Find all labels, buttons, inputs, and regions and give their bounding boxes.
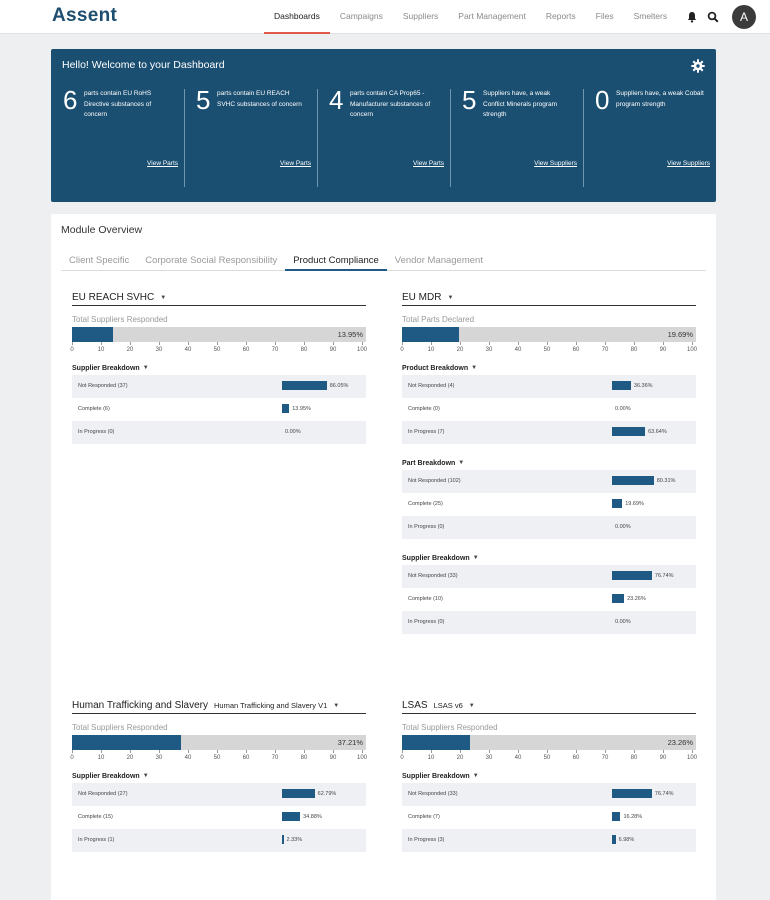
stat-divider bbox=[184, 89, 185, 187]
axis-tick-label: 30 bbox=[155, 347, 163, 353]
breakdown-bar bbox=[612, 381, 631, 390]
chevron-down-icon: ▼ bbox=[142, 365, 149, 371]
section-spacer bbox=[402, 444, 696, 452]
axis-tick-label: 50 bbox=[543, 755, 551, 761]
breakdown-title: Product Breakdown bbox=[402, 364, 469, 372]
panel-title-dropdown[interactable] bbox=[402, 698, 696, 714]
axis-tick bbox=[246, 342, 247, 345]
axis-tick-label: 40 bbox=[514, 755, 522, 761]
breakdown-percent: 80.31% bbox=[656, 478, 676, 484]
axis-tick bbox=[217, 750, 218, 753]
breakdown-label: In Progress (0) bbox=[408, 524, 445, 530]
axis-tick bbox=[576, 342, 577, 345]
panel-version: Human Trafficking and Slavery V1 bbox=[214, 701, 328, 710]
breakdown-label: Not Responded (33) bbox=[408, 573, 458, 579]
breakdown-label: Complete (15) bbox=[78, 814, 113, 820]
total-progress-bar bbox=[402, 327, 696, 342]
breakdown-percent: 23.26% bbox=[627, 596, 646, 602]
panel-lsas bbox=[402, 698, 696, 852]
nav-item-files[interactable]: Files bbox=[595, 11, 614, 21]
breakdown-row bbox=[402, 421, 696, 444]
axis-tick bbox=[547, 750, 548, 753]
total-label: Total Suppliers Responded bbox=[402, 723, 498, 732]
breakdown-percent: 6.98% bbox=[618, 837, 635, 843]
breakdown-bar bbox=[282, 404, 289, 413]
axis-tick bbox=[431, 342, 432, 345]
breakdown-label: Complete (0) bbox=[408, 406, 440, 412]
axis-tick bbox=[304, 342, 305, 345]
chevron-down-icon: ▼ bbox=[447, 294, 454, 301]
stat-view-link[interactable]: View Suppliers bbox=[534, 160, 577, 167]
breakdown-row bbox=[402, 470, 696, 493]
breakdown-row bbox=[72, 398, 366, 421]
axis-tick-label: 100 bbox=[356, 347, 368, 353]
axis-tick-label: 60 bbox=[242, 755, 250, 761]
panel-title: EU REACH SVHC bbox=[72, 292, 155, 303]
total-label: Total Suppliers Responded bbox=[72, 723, 168, 732]
total-progress-bar bbox=[72, 327, 366, 342]
stat-view-link[interactable]: View Parts bbox=[280, 160, 311, 167]
breakdown-row bbox=[402, 565, 696, 588]
stat-view-link[interactable]: View Suppliers bbox=[667, 160, 710, 167]
panel-title-dropdown[interactable] bbox=[402, 290, 696, 306]
axis-tick bbox=[460, 342, 461, 345]
stat-view-link[interactable]: View Parts bbox=[413, 160, 444, 167]
breakdown-label: Complete (25) bbox=[408, 501, 443, 507]
breakdown-percent: 62.79% bbox=[317, 791, 337, 797]
breakdown-percent: 36.36% bbox=[633, 383, 653, 389]
breakdown-percent: 63.64% bbox=[648, 429, 667, 435]
breakdown-label: In Progress (0) bbox=[78, 429, 115, 435]
nav-item-suppliers[interactable]: Suppliers bbox=[402, 11, 439, 21]
breakdown-row bbox=[402, 783, 696, 806]
chevron-down-icon: ▼ bbox=[142, 773, 149, 779]
breakdown-row bbox=[402, 829, 696, 852]
stat-number: 4 bbox=[329, 85, 344, 115]
stat-divider bbox=[317, 89, 318, 187]
breakdown-bar bbox=[612, 789, 652, 798]
breakdown-bar bbox=[612, 499, 622, 508]
axis-tick-label: 50 bbox=[213, 755, 221, 761]
axis-tick bbox=[130, 750, 131, 753]
breakdown-label: In Progress (0) bbox=[408, 619, 445, 625]
breakdown-label: In Progress (3) bbox=[408, 837, 445, 843]
breakdown-percent: 76.74% bbox=[654, 573, 674, 579]
breakdown-label: Complete (6) bbox=[78, 406, 110, 412]
panel-title: Human Trafficking and Slavery bbox=[72, 700, 208, 711]
breakdown-row bbox=[72, 375, 366, 398]
axis-tick bbox=[275, 750, 276, 753]
panel-version: LSAS v6 bbox=[433, 701, 463, 710]
breakdown-percent: 0.00% bbox=[615, 524, 631, 530]
assent-logo[interactable]: Assent bbox=[52, 5, 118, 26]
chevron-down-icon: ▼ bbox=[471, 365, 478, 371]
axis-tick-label: 0 bbox=[400, 755, 404, 761]
chevron-down-icon: ▼ bbox=[472, 773, 479, 779]
axis-tick bbox=[333, 750, 334, 753]
breakdown-percent: 0.00% bbox=[285, 429, 301, 435]
breakdown-dropdown[interactable] bbox=[402, 456, 696, 470]
axis-tick-label: 0 bbox=[400, 347, 404, 353]
axis-tick-label: 80 bbox=[300, 347, 308, 353]
breakdown-label: In Progress (1) bbox=[78, 837, 115, 843]
breakdown-bar bbox=[282, 812, 300, 821]
axis-tick-label: 90 bbox=[659, 755, 667, 761]
axis-tick bbox=[489, 750, 490, 753]
stat-description: parts contain EU REACH SVHC substances of concern bbox=[217, 90, 302, 108]
axis-tick bbox=[605, 342, 606, 345]
panel-title-dropdown[interactable] bbox=[72, 698, 366, 714]
breakdown-bar bbox=[612, 571, 652, 580]
axis-tick-label: 100 bbox=[686, 755, 698, 761]
breakdown-label: Not Responded (27) bbox=[78, 791, 128, 797]
total-percent: 13.95% bbox=[337, 330, 363, 339]
breakdown-dropdown[interactable] bbox=[402, 551, 696, 565]
axis-tick bbox=[634, 342, 635, 345]
banner-title: Hello! Welcome to your Dashboard bbox=[62, 59, 225, 71]
banner-stat bbox=[583, 86, 716, 186]
breakdown-row bbox=[72, 783, 366, 806]
axis-tick bbox=[692, 750, 693, 753]
nav-item-part-management[interactable]: Part Management bbox=[458, 11, 526, 21]
breakdown-percent: 86.05% bbox=[329, 383, 349, 389]
axis-tick-label: 30 bbox=[485, 347, 493, 353]
axis-tick bbox=[362, 750, 363, 753]
breakdown-percent: 19.69% bbox=[625, 501, 644, 507]
axis-tick bbox=[159, 750, 160, 753]
breakdown-bar bbox=[282, 789, 315, 798]
total-percent: 23.26% bbox=[667, 738, 693, 747]
module-overview-title: Module Overview bbox=[61, 224, 143, 236]
breakdown-title: Supplier Breakdown bbox=[72, 772, 140, 780]
axis-tick-label: 10 bbox=[427, 347, 435, 353]
axis-tick bbox=[275, 342, 276, 345]
panel-title-dropdown[interactable] bbox=[72, 290, 366, 306]
axis-tick-label: 70 bbox=[271, 347, 279, 353]
percent-axis bbox=[402, 750, 696, 765]
breakdown-row bbox=[402, 516, 696, 539]
axis-tick bbox=[576, 750, 577, 753]
total-label: Total Suppliers Responded bbox=[72, 315, 168, 324]
breakdown-title: Part Breakdown bbox=[402, 459, 456, 467]
axis-tick bbox=[489, 342, 490, 345]
bell-icon[interactable] bbox=[686, 10, 698, 28]
nav-item-campaigns[interactable]: Campaigns bbox=[339, 11, 383, 21]
user-avatar[interactable]: A bbox=[732, 5, 756, 29]
axis-tick-label: 100 bbox=[356, 755, 368, 761]
breakdown-bar bbox=[282, 835, 284, 844]
axis-tick bbox=[692, 342, 693, 345]
axis-tick-label: 0 bbox=[70, 755, 74, 761]
total-progress-fill bbox=[402, 735, 470, 750]
stat-description: parts contain CA Prop65 - Manufacturer substances of concern bbox=[350, 90, 431, 118]
module-tabs bbox=[61, 252, 706, 271]
stat-number: 5 bbox=[196, 85, 211, 115]
breakdown-percent: 0.00% bbox=[615, 406, 631, 412]
banner-stat bbox=[51, 86, 184, 186]
total-progress-bar bbox=[402, 735, 696, 750]
stat-number: 0 bbox=[595, 85, 610, 115]
panel-title: EU MDR bbox=[402, 292, 442, 303]
axis-tick-label: 20 bbox=[456, 347, 464, 353]
axis-tick-label: 90 bbox=[329, 755, 337, 761]
axis-tick-label: 60 bbox=[572, 347, 580, 353]
stat-view-link[interactable]: View Parts bbox=[147, 160, 178, 167]
panel-human-trafficking-and-slavery bbox=[72, 698, 366, 852]
breakdown-row bbox=[72, 806, 366, 829]
stat-description: parts contain EU RoHS Directive substances of concern bbox=[84, 90, 152, 118]
banner-stat bbox=[450, 86, 583, 186]
axis-tick bbox=[518, 342, 519, 345]
total-progress-fill bbox=[72, 327, 113, 342]
chevron-down-icon: ▼ bbox=[160, 294, 167, 301]
nav-item-smelters[interactable]: Smelters bbox=[633, 11, 668, 21]
chevron-down-icon: ▼ bbox=[333, 702, 340, 709]
breakdown-row bbox=[402, 375, 696, 398]
axis-tick-label: 40 bbox=[514, 347, 522, 353]
axis-tick bbox=[188, 342, 189, 345]
axis-tick-label: 30 bbox=[485, 755, 493, 761]
axis-tick-label: 50 bbox=[213, 347, 221, 353]
breakdown-bar bbox=[612, 427, 645, 436]
axis-tick-label: 90 bbox=[659, 347, 667, 353]
breakdown-row bbox=[72, 421, 366, 444]
axis-tick-label: 40 bbox=[184, 347, 192, 353]
breakdown-bar bbox=[282, 381, 327, 390]
breakdown-label: Not Responded (4) bbox=[408, 383, 455, 389]
axis-tick-label: 20 bbox=[126, 347, 134, 353]
tab-vendor-management[interactable]: Vendor Management bbox=[394, 255, 483, 266]
nav-item-dashboards[interactable]: Dashboards bbox=[264, 0, 330, 34]
breakdown-title: Supplier Breakdown bbox=[402, 772, 470, 780]
axis-tick-label: 80 bbox=[630, 755, 638, 761]
breakdown-label: Complete (7) bbox=[408, 814, 440, 820]
percent-axis bbox=[72, 342, 366, 357]
axis-tick-label: 90 bbox=[329, 347, 337, 353]
axis-tick-label: 20 bbox=[456, 755, 464, 761]
axis-tick-label: 10 bbox=[427, 755, 435, 761]
stat-number: 5 bbox=[462, 85, 477, 115]
breakdown-title: Supplier Breakdown bbox=[402, 554, 470, 562]
welcome-banner bbox=[51, 49, 716, 202]
nav-icons bbox=[686, 10, 719, 28]
breakdown-label: In Progress (7) bbox=[408, 429, 445, 435]
axis-tick bbox=[72, 750, 73, 753]
axis-tick-label: 70 bbox=[601, 755, 609, 761]
axis-tick bbox=[663, 750, 664, 753]
breakdown-percent: 16.28% bbox=[623, 814, 643, 820]
axis-tick bbox=[362, 342, 363, 345]
breakdown-percent: 13.95% bbox=[292, 406, 311, 412]
tab-corporate-social-responsibility[interactable]: Corporate Social Responsibility bbox=[145, 255, 278, 266]
breakdown-percent: 2.33% bbox=[286, 837, 303, 843]
axis-tick-label: 0 bbox=[70, 347, 74, 353]
axis-tick bbox=[101, 342, 102, 345]
axis-tick-label: 60 bbox=[572, 755, 580, 761]
top-nav bbox=[0, 0, 770, 34]
breakdown-label: Complete (10) bbox=[408, 596, 443, 602]
percent-axis bbox=[72, 750, 366, 765]
breakdown-row bbox=[402, 493, 696, 516]
axis-tick-label: 70 bbox=[601, 347, 609, 353]
breakdown-dropdown[interactable] bbox=[72, 769, 366, 783]
breakdown-bar bbox=[612, 835, 616, 844]
axis-tick bbox=[634, 750, 635, 753]
stat-divider bbox=[450, 89, 451, 187]
breakdown-dropdown[interactable] bbox=[402, 769, 696, 783]
total-progress-fill bbox=[72, 735, 181, 750]
panel-eu-mdr bbox=[402, 290, 696, 634]
axis-tick-label: 80 bbox=[630, 347, 638, 353]
breakdown-label: Not Responded (37) bbox=[78, 383, 128, 389]
breakdown-row bbox=[402, 806, 696, 829]
stat-description: Suppliers have, a weak Conflict Minerals program strength bbox=[483, 90, 558, 118]
breakdown-dropdown[interactable] bbox=[72, 361, 366, 375]
axis-tick bbox=[217, 342, 218, 345]
breakdown-label: Not Responded (102) bbox=[408, 478, 461, 484]
total-percent: 37.21% bbox=[337, 738, 363, 747]
module-overview-card bbox=[51, 214, 716, 900]
axis-tick bbox=[663, 342, 664, 345]
percent-axis bbox=[402, 342, 696, 357]
breakdown-title: Supplier Breakdown bbox=[72, 364, 140, 372]
chevron-down-icon: ▼ bbox=[468, 702, 475, 709]
search-icon[interactable] bbox=[707, 10, 719, 28]
axis-tick bbox=[304, 750, 305, 753]
axis-tick-label: 30 bbox=[155, 755, 163, 761]
banner-stat bbox=[317, 86, 450, 186]
stat-description: Suppliers have, a weak Cobalt program strength bbox=[616, 90, 704, 108]
breakdown-dropdown[interactable] bbox=[402, 361, 696, 375]
axis-tick bbox=[431, 750, 432, 753]
total-percent: 19.69% bbox=[667, 330, 693, 339]
axis-tick bbox=[605, 750, 606, 753]
axis-tick bbox=[130, 342, 131, 345]
total-label: Total Parts Declared bbox=[402, 315, 475, 324]
gear-icon[interactable] bbox=[691, 59, 705, 78]
chevron-down-icon: ▼ bbox=[472, 555, 479, 561]
axis-tick-label: 20 bbox=[126, 755, 134, 761]
breakdown-label: Not Responded (33) bbox=[408, 791, 458, 797]
axis-tick bbox=[518, 750, 519, 753]
axis-tick bbox=[402, 342, 403, 345]
tab-client-specific[interactable]: Client Specific bbox=[69, 255, 130, 266]
breakdown-row bbox=[402, 398, 696, 421]
axis-tick-label: 10 bbox=[97, 347, 105, 353]
chevron-down-icon: ▼ bbox=[458, 460, 465, 466]
tab-product-compliance[interactable]: Product Compliance bbox=[285, 252, 387, 271]
breakdown-bar bbox=[612, 476, 654, 485]
breakdown-row bbox=[402, 611, 696, 634]
axis-tick-label: 80 bbox=[300, 755, 308, 761]
axis-tick bbox=[159, 342, 160, 345]
section-spacer bbox=[402, 539, 696, 547]
axis-tick-label: 100 bbox=[686, 347, 698, 353]
stat-divider bbox=[583, 89, 584, 187]
breakdown-row bbox=[72, 829, 366, 852]
breakdown-percent: 76.74% bbox=[654, 791, 674, 797]
axis-tick-label: 40 bbox=[184, 755, 192, 761]
axis-tick bbox=[246, 750, 247, 753]
axis-tick-label: 10 bbox=[97, 755, 105, 761]
total-progress-bar bbox=[72, 735, 366, 750]
axis-tick-label: 60 bbox=[242, 347, 250, 353]
total-progress-fill bbox=[402, 327, 459, 342]
axis-tick bbox=[460, 750, 461, 753]
banner-stat bbox=[184, 86, 317, 186]
stat-number: 6 bbox=[63, 85, 78, 115]
axis-tick-label: 70 bbox=[271, 755, 279, 761]
axis-tick-label: 50 bbox=[543, 347, 551, 353]
axis-tick bbox=[72, 342, 73, 345]
panel-eu-reach-svhc bbox=[72, 290, 366, 444]
nav-menu bbox=[264, 0, 677, 34]
breakdown-percent: 34.88% bbox=[303, 814, 322, 820]
breakdown-bar bbox=[612, 812, 620, 821]
axis-tick bbox=[101, 750, 102, 753]
panel-title: LSAS bbox=[402, 700, 428, 711]
axis-tick bbox=[333, 342, 334, 345]
axis-tick bbox=[188, 750, 189, 753]
axis-tick bbox=[547, 342, 548, 345]
breakdown-bar bbox=[612, 594, 624, 603]
breakdown-row bbox=[402, 588, 696, 611]
breakdown-percent: 0.00% bbox=[615, 619, 631, 625]
nav-item-reports[interactable]: Reports bbox=[545, 11, 576, 21]
axis-tick bbox=[402, 750, 403, 753]
